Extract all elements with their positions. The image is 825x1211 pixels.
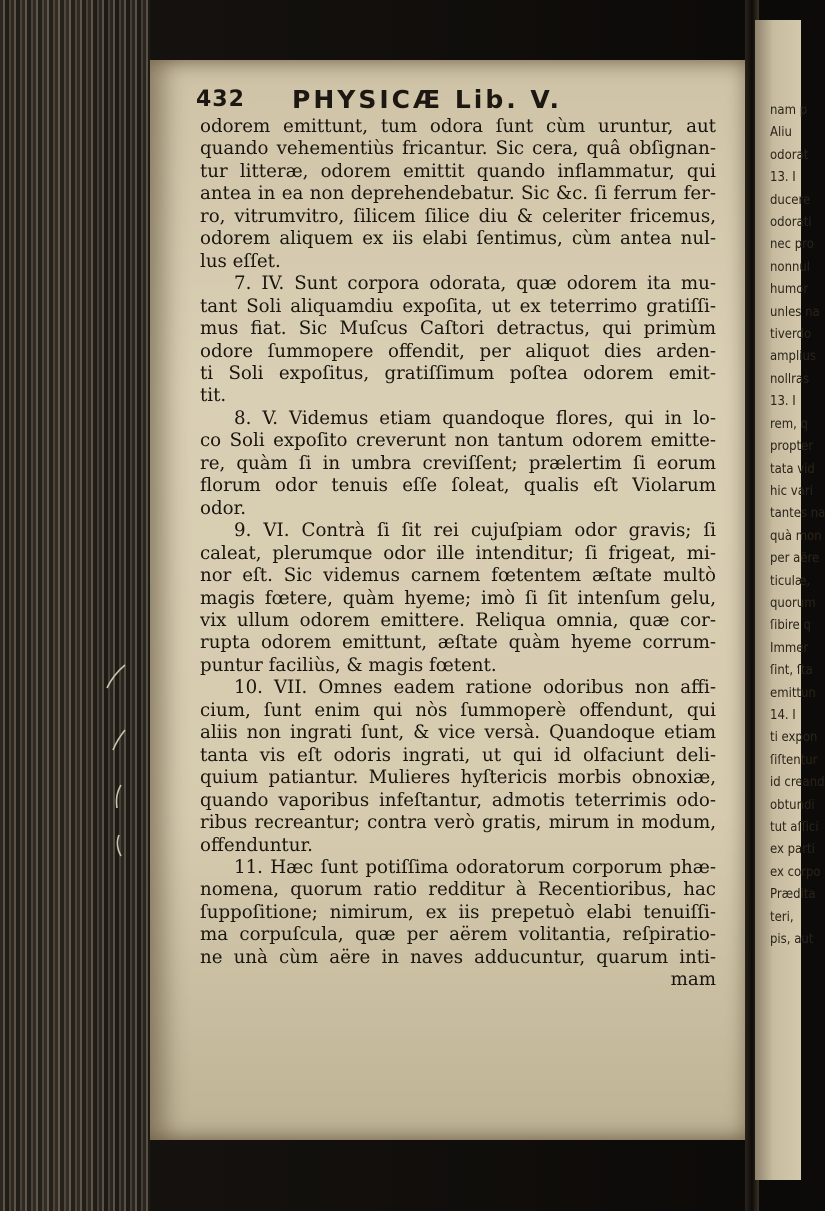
catchword: mam: [670, 969, 716, 991]
fragment: 13. I: [770, 170, 796, 186]
fragment: Prædita: [770, 887, 816, 903]
fragment: amplius: [770, 349, 816, 365]
text-line: odorem aliquem ex iis elabi ſentimus, cùm antea nul-: [200, 228, 716, 250]
fragment: ducere: [770, 192, 811, 208]
text-line: vix ullum odorem emittere. Reliqua omnia, quæ cor-: [200, 609, 716, 631]
fragment: ticulæ,: [770, 573, 811, 589]
text-line: nomena, quorum ratio redditur à Recentioribus, hac: [200, 879, 716, 901]
fragment: obtundi: [770, 797, 815, 813]
fragment: nonnul: [770, 259, 811, 275]
text-line: co Soli expoſito creverunt non tantum odorem emitte-: [200, 430, 716, 452]
fragment: id creand: [770, 775, 825, 791]
text-line: odorem emittunt, tum odora ſunt cùm uruntur, aut: [200, 116, 716, 137]
facing-page-fragments: [770, 100, 825, 951]
paragraph-start: 7. IV. Sunt corpora odorata, quæ odorem ita mu-: [234, 273, 716, 295]
fragment: unles na: [770, 304, 820, 320]
paragraph-start: 9. VI. Contrà ſi ſit rei cujuſpiam odor gravis; ſi: [234, 520, 716, 542]
fragment: teri,: [770, 909, 794, 925]
fragment: tut aſſici: [770, 820, 819, 835]
fragment: rem, q: [770, 416, 808, 432]
text-line: odore ſummopere offendit, per aliquot dies arden-: [200, 340, 716, 362]
paragraph-start: 10. VII. Omnes eadem ratione odoribus non affi-: [234, 677, 716, 699]
text-line: quium patiantur. Mulieres hyſtericis morbis obnoxiæ,: [200, 767, 716, 789]
fragment: odorat: [770, 147, 809, 163]
text-line: offenduntur.: [200, 834, 313, 856]
page-header: [196, 85, 716, 115]
paragraph-start: 8. V. Videmus etiam quandoque flores, qui in lo-: [234, 407, 716, 429]
text-line: lus eſſet.: [200, 250, 281, 272]
fragment: tiverdo: [770, 327, 812, 343]
body-text: [200, 116, 716, 992]
text-line: re, quàm ſi in umbra creviſſent; prælertim ſi eorum: [200, 452, 716, 474]
text-line: tanta vis eſt odoris ingrati, ut qui id olfaciunt deli-: [200, 744, 716, 766]
fragment: quà mon: [770, 528, 822, 544]
fragment: Aliu: [770, 125, 792, 141]
text-line: aliis non ingrati ſunt, & vice versà. Quandoque etiam: [200, 722, 716, 744]
text-line: caleat, plerumque odor ille intenditur; ſi frigeat, mi-: [200, 542, 716, 564]
fragment: ex corpo: [770, 864, 821, 880]
text-line: ne unà cùm aëre in naves adducuntur, quarum inti-: [200, 946, 716, 968]
text-line: antea in ea non deprehendebatur. Sic &c. ſi ferrum fer-: [200, 183, 716, 205]
binding-threads-decoration: [95, 660, 135, 860]
text-line: tur litteræ, odorem emittit quando inflammatur, qui: [200, 160, 716, 182]
fragment: emittun: [770, 685, 816, 701]
text-line: mus fiat. Sic Muſcus Caſtori detractus, qui primùm: [200, 318, 716, 340]
book-spine-edge: [0, 0, 150, 1211]
fragment: humor: [770, 282, 809, 298]
page-number: 432: [196, 87, 245, 112]
fragment: 14. I: [770, 707, 796, 723]
fragment: tantes na: [770, 506, 825, 522]
fragment: ſint, ſta: [770, 663, 813, 679]
text-line: tant Soli aliquamdiu expoſita, ut ex teterrimo gratiſſi-: [200, 295, 716, 317]
text-line: quando vehementiùs fricantur. Sic cera, quâ obſignan-: [200, 138, 716, 160]
fragment: hic vari: [770, 483, 813, 499]
text-line: odor.: [200, 497, 247, 519]
fragment: quorum: [770, 595, 816, 611]
fragment: nec pro: [770, 237, 814, 253]
text-line: cium, ſunt enim qui nòs ſummoperè offendunt, qui: [200, 699, 716, 721]
fragment: per aëre: [770, 551, 820, 567]
text-line: ma corpuſcula, quæ per aërem volitantia, reſpiratio-: [200, 924, 716, 946]
fragment: nollras: [770, 371, 810, 387]
text-line: ti Soli expoſitus, gratiſſimum poſtea odorem emit-: [200, 362, 716, 384]
fragment: ſibire q: [770, 618, 811, 634]
text-line: ribus recreantur; contra verò gratis, mirum in modum,: [200, 812, 716, 834]
text-line: ſuppoſitione; nimirum, ex iis prepetuò elabi tenuiſſi-: [200, 901, 716, 923]
fragment: propter: [770, 439, 814, 455]
fragment: 13. I: [770, 394, 796, 410]
text-line: quando vaporibus infeſtantur, admotis teterrimis odo-: [200, 789, 716, 811]
fragment: Immer: [770, 640, 809, 656]
text-line: magis fœtere, quàm hyeme; imò ſi ſit intenſum gelu,: [200, 587, 716, 609]
text-line: rupta odorem emittunt, æſtate quàm hyeme corrum-: [200, 632, 716, 654]
fragment: pis, aut: [770, 932, 814, 948]
text-line: tit.: [200, 385, 227, 407]
running-title: PHYSICÆ Lib. V.: [292, 85, 563, 114]
fragment: tata vid: [770, 461, 815, 477]
fragment: ſiſtentur: [770, 752, 818, 768]
text-line: nor eſt. Sic videmus carnem fœtentem æſtate multò: [200, 565, 716, 587]
fragment: ex parti: [770, 842, 815, 858]
paragraph-start: 11. Hæc ſunt potiſſima odoratorum corporum phæ-: [234, 856, 716, 878]
fragment: ti expon: [770, 730, 818, 746]
text-line: puntur faciliùs, & magis fœtent.: [200, 654, 497, 676]
text-line: florum odor tenuis eſſe ſoleat, qualis eſt Violarum: [200, 475, 716, 497]
fragment: odorati: [770, 215, 812, 231]
text-line: ro, vitrumvitro, ſilicem ſilice diu & celeriter fricemus,: [200, 205, 716, 227]
fragment: nam p: [770, 103, 808, 118]
